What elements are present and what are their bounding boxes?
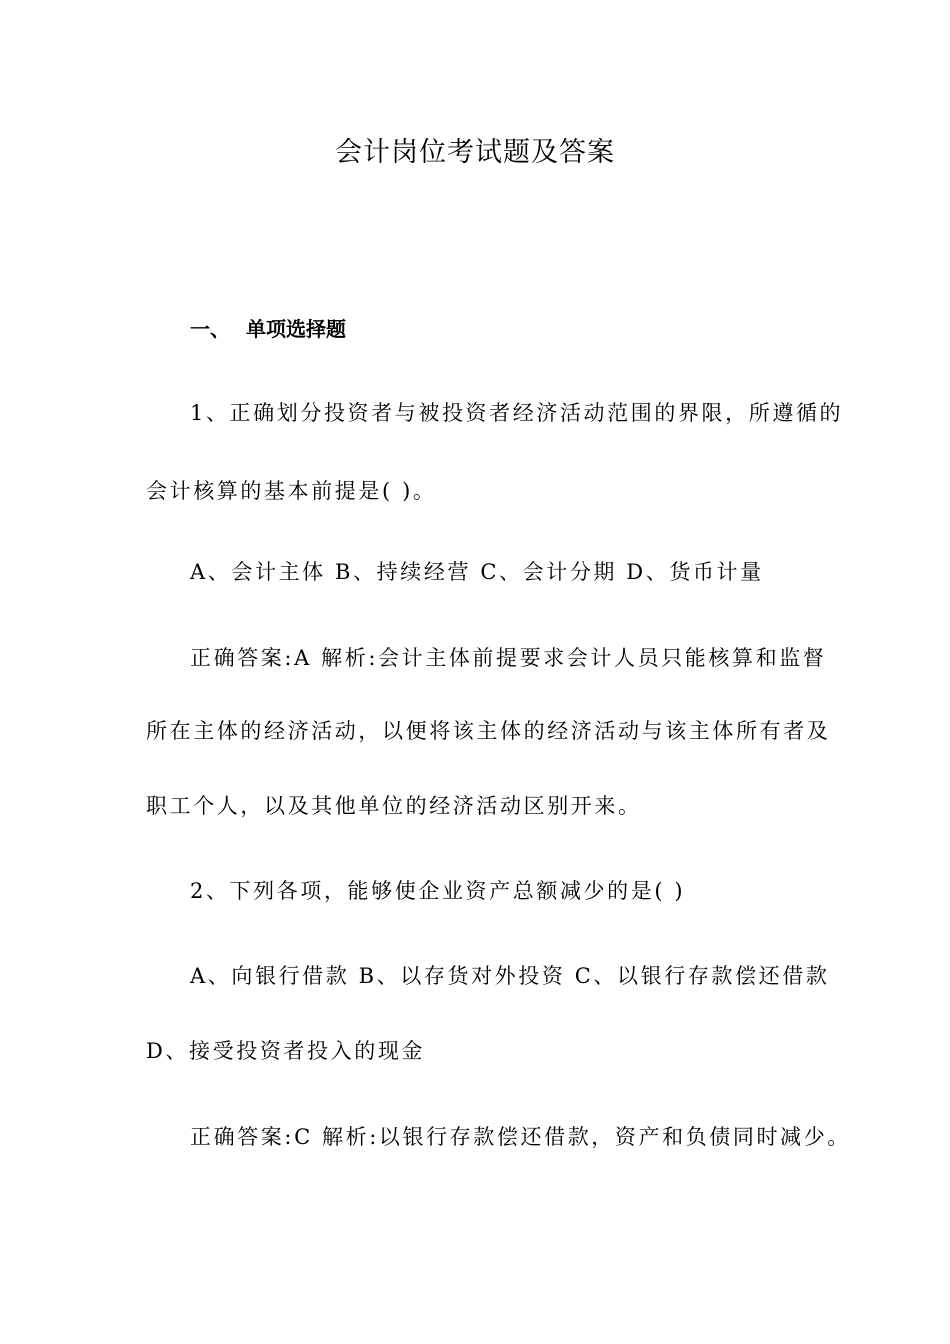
question-1-line-1: 1、正确划分投资者与被投资者经济活动范围的界限，所遵循的: [190, 401, 844, 425]
answer-1-line-1: 正确答案:A 解析:会计主体前提要求会计人员只能核算和监督: [190, 646, 827, 670]
document-title: 会计岗位考试题及答案: [335, 137, 615, 168]
question-1-line-2: 会计核算的基本前提是( )。: [146, 479, 437, 503]
question-2-line-1: 2、下列各项，能够使企业资产总额减少的是( ): [190, 879, 686, 903]
question-1-options: A、会计主体 B、持续经营 C、会计分期 D、货币计量: [190, 560, 764, 584]
section-heading: [190, 314, 346, 344]
answer-1-line-3: 职工个人，以及其他单位的经济活动区别开来。: [146, 794, 642, 818]
question-2-options-line-1: A、向银行借款 B、以存货对外投资 C、以银行存款偿还借款: [190, 964, 830, 988]
section-number: 一、: [190, 317, 230, 341]
answer-1-line-2: 所在主体的经济活动，以便将该主体的经济活动与该主体所有者及: [146, 719, 831, 743]
answer-2-line-1: 正确答案:C 解析:以银行存款偿还借款，资产和负债同时减少。: [190, 1125, 851, 1149]
question-2-options-line-2: D、接受投资者投入的现金: [146, 1039, 426, 1063]
section-label: 单项选择题: [246, 317, 346, 341]
